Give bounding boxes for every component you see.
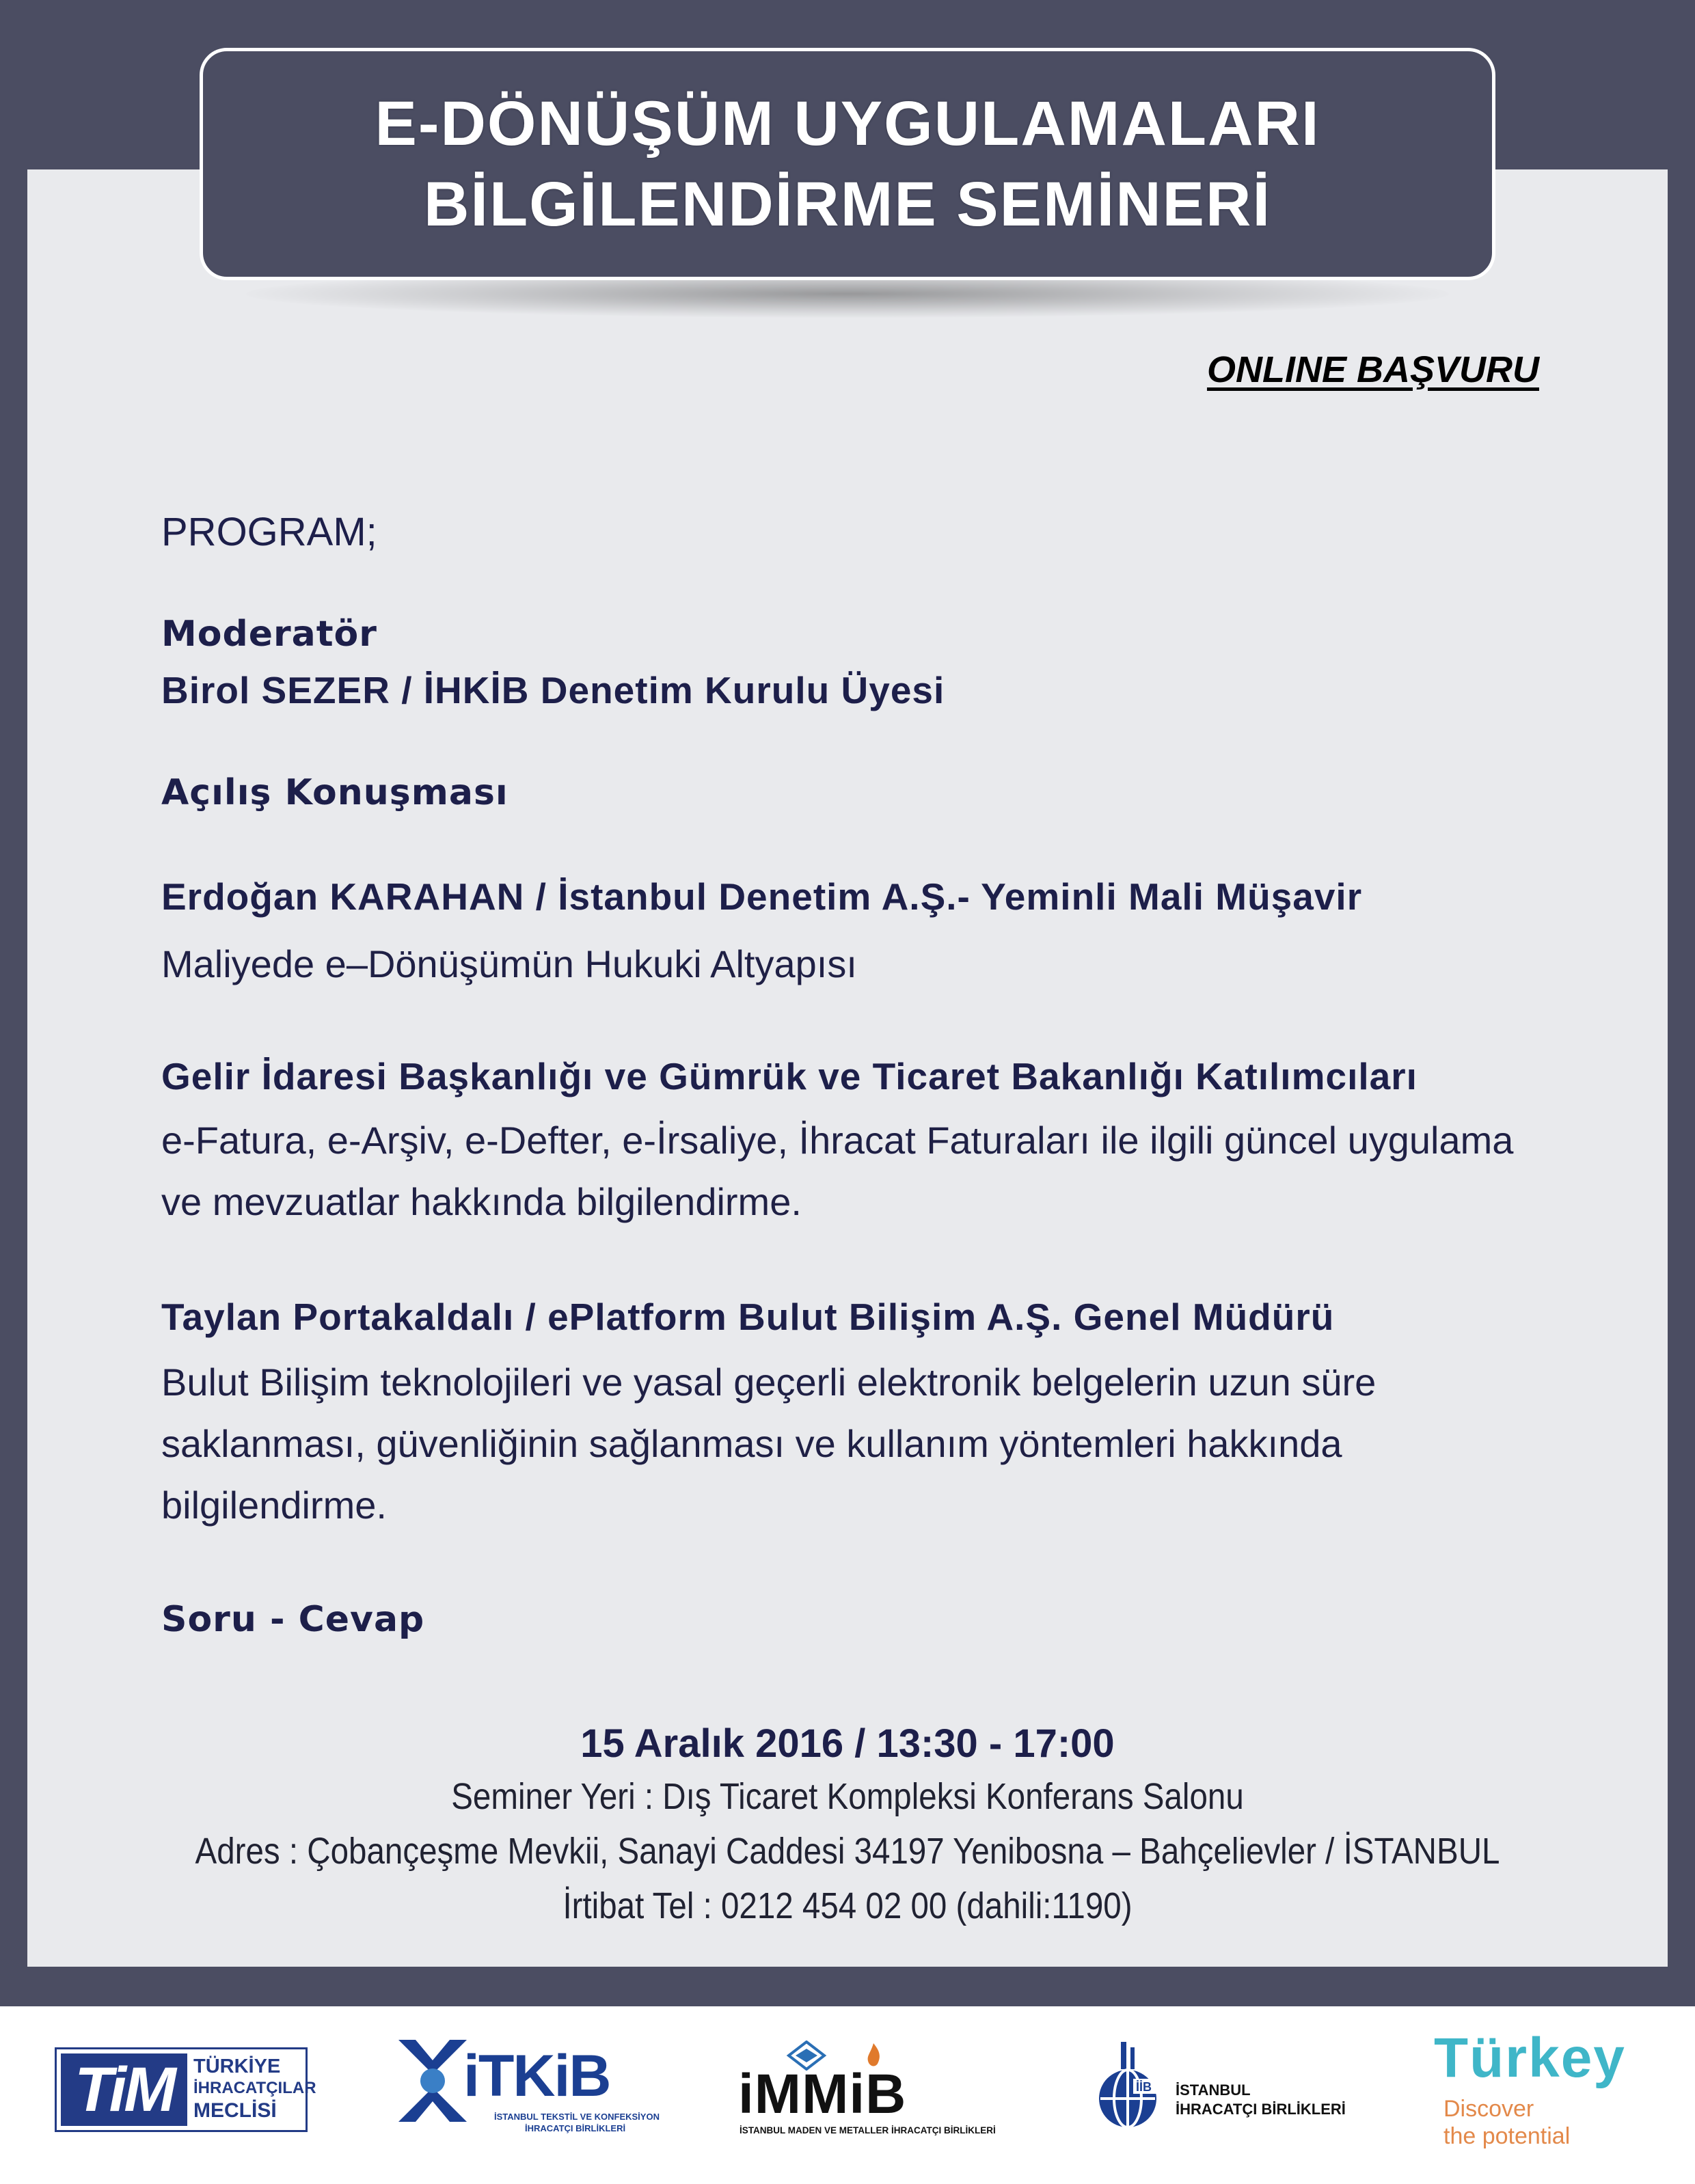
immib-mark: iMMiB (738, 2063, 907, 2125)
iib-text-2: İHRACATÇI BİRLİKLERİ (1176, 2101, 1346, 2118)
speaker3-topic-line3: bilgilendirme. (161, 1484, 387, 1527)
tim-mark: TiM (61, 2053, 187, 2126)
speaker2-topic-line2: ve mevzuatlar hakkında bilgilendirme. (161, 1180, 802, 1223)
moderator-label: Moderatör (161, 614, 377, 655)
tim-text-3: MECLİSİ (193, 2099, 277, 2122)
tim-text-2: İHRACATÇILAR (193, 2079, 316, 2097)
speaker1-topic: Maliyede e–Dönüşümün Hukuki Altyapısı (161, 942, 857, 985)
speaker2-topic-line1: e-Fatura, e-Arşiv, e-Defter, e-İrsaliye, İhracat Faturaları ile ilgili güncel uygulama (161, 1119, 1514, 1162)
venue-text: Seminer Yeri : Dış Ticaret Kompleksi Konferans Salonu (451, 1776, 1244, 1817)
iib-mark: İİB (1136, 2080, 1152, 2094)
moderator-name: Birol SEZER / İHKİB Denetim Kurulu Üyesi (161, 669, 945, 711)
speaker3-name: Taylan Portakaldalı / ePlatform Bulut Bilişim A.Ş. Genel Müdürü (161, 1296, 1335, 1338)
iib-text-1: İSTANBUL (1176, 2081, 1251, 2099)
turkey-line-1: Discover (1443, 2096, 1534, 2122)
qa-session: Soru - Cevap (161, 1599, 425, 1640)
online-application-link[interactable]: ONLINE BAŞVURU (1206, 349, 1539, 390)
tim-text-1: TÜRKİYE (193, 2056, 281, 2077)
event-date-time (0, 1721, 1695, 1766)
opening-speech: Açılış Konuşması (161, 772, 508, 813)
turkey-line-2: the potential (1443, 2123, 1571, 2149)
immib-sub: İSTANBUL MADEN VE METALLER İHRACATÇI BİRLİKLERİ (740, 2125, 996, 2135)
itkib-sub-2: İHRACATÇI BİRLİKLERİ (525, 2123, 626, 2133)
itkib-emblem-icon (395, 2036, 470, 2125)
date-time-text: 15 Aralık 2016 / 13:30 - 17:00 (580, 1721, 1115, 1766)
itkib-sub-1: İSTANBUL TEKSTİL VE KONFEKSİYON (494, 2112, 660, 2122)
tim-logo (55, 2047, 316, 2132)
program-heading: PROGRAM; (161, 510, 377, 554)
immib-logo (738, 2040, 1012, 2143)
speaker1-name: Erdoğan KARAHAN / İstanbul Denetim A.Ş.- Yeminli Mali Müşavir (161, 875, 1363, 918)
title-line-2: BİLGİLENDİRME SEMİNERİ (423, 169, 1272, 239)
iib-logo (1094, 2040, 1353, 2143)
itkib-mark: iTKiB (463, 2043, 610, 2109)
turkey-logo (1434, 2027, 1639, 2157)
contact-row (0, 1885, 1695, 1927)
iib-globe-icon (1094, 2040, 1169, 2129)
address-row (0, 1830, 1695, 1872)
speaker2-name: Gelir İdaresi Başkanlığı ve Gümrük ve Ticaret Bakanlığı Katılımcıları (161, 1055, 1418, 1097)
venue-row (0, 1775, 1695, 1818)
sponsor-logos (0, 2006, 1695, 2184)
speaker3-topic-line2: saklanması, güvenliğinin sağlanması ve kullanım yöntemleri hakkında (161, 1422, 1342, 1465)
turkey-mark: Türkey (1434, 2027, 1626, 2089)
address-text: Adres : Çobançeşme Mevkii, Sanayi Caddesi 34197 Yenibosna – Bahçelievler / İSTANBUL (195, 1831, 1500, 1872)
title-banner (200, 48, 1495, 280)
title-line-1: E-DÖNÜŞÜM UYGULAMALARI (375, 89, 1320, 159)
itkib-logo (395, 2036, 660, 2139)
speaker3-topic-line1: Bulut Bilişim teknolojileri ve yasal geçerli elektronik belgelerin uzun süre (161, 1361, 1377, 1404)
contact-text: İrtibat Tel : 0212 454 02 00 (dahili:1190) (562, 1885, 1133, 1926)
